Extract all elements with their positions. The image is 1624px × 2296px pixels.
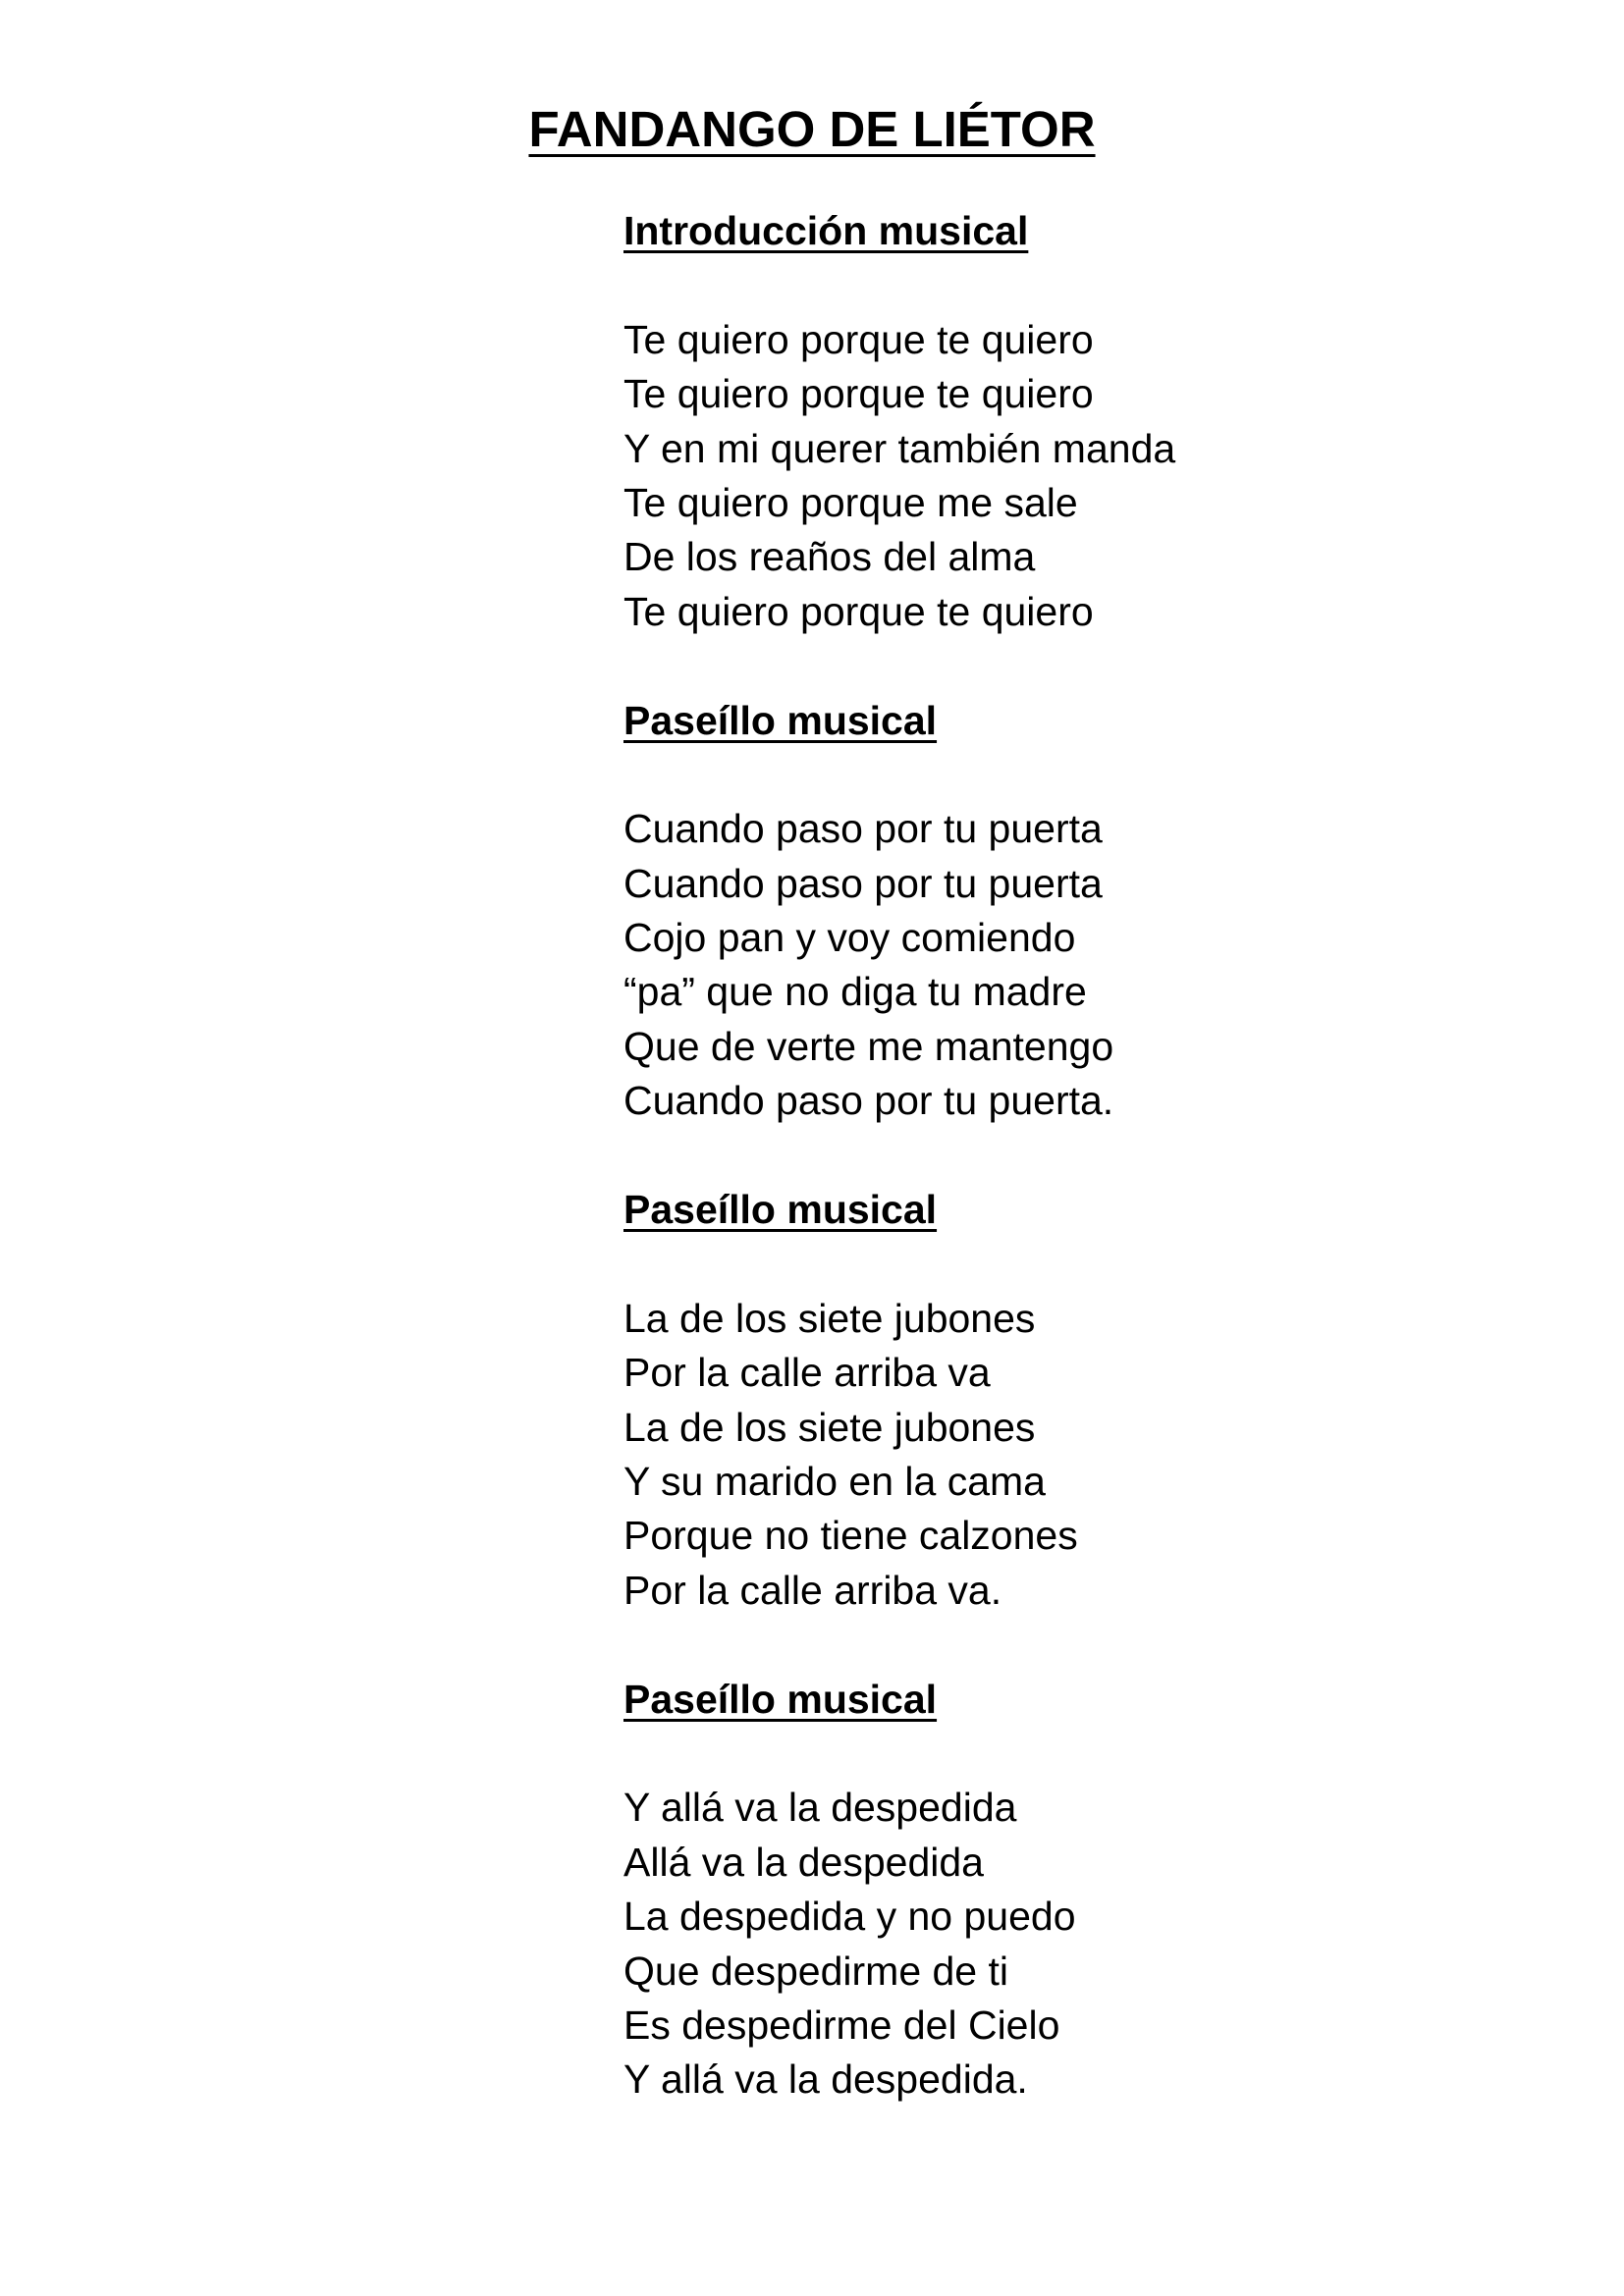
lyrics-section-2 [623,694,1566,1184]
lyric-line: Por la calle arriba va. [623,1567,1002,1613]
lyrics-section-1 [623,204,1566,694]
lyric-line: Allá va la despedida [623,1839,984,1885]
section-heading [623,204,1566,258]
lyric-line: Te quiero porque te quiero [623,316,1094,362]
blank-line [623,1129,1566,1183]
lyric-line: Por la calle arriba va [623,1350,991,1396]
lyric-line: De los reaños del alma [623,534,1036,580]
lyric-line: Cuando paso por tu puerta. [623,1078,1114,1124]
lyric-line: La de los siete jubones [623,1404,1036,1450]
section-heading-text: Paseíllo musical [623,1676,938,1722]
lyric-line: Que de verte me mantengo [623,1023,1114,1069]
stanza [623,313,1566,639]
section-heading [623,694,1566,748]
lyric-line: Que despedirme de ti [623,1948,1009,1994]
section-heading-text: Paseíllo musical [623,1187,938,1233]
lyric-line: Cojo pan y voy comiendo [623,915,1076,961]
section-heading [623,1673,1566,1727]
lyrics-section-4 [623,1673,1566,2108]
lyrics-section-3 [623,1183,1566,1673]
lyric-line: Es despedirme del Cielo [623,2002,1060,2048]
lyric-line: Y allá va la despedida. [623,2056,1028,2103]
section-heading-text: Introducción musical [623,208,1029,253]
blank-line [623,1727,1566,1781]
lyric-line: Te quiero porque te quiero [623,588,1094,634]
section-heading-text: Paseíllo musical [623,697,938,743]
blank-line [623,1618,1566,1672]
lyric-line: Y en mi querer también manda [623,425,1176,471]
lyric-line: Te quiero porque te quiero [623,371,1094,417]
lyric-line: Cuando paso por tu puerta [623,860,1103,906]
lyric-line: Y allá va la despedida [623,1785,1017,1831]
section-heading [623,1183,1566,1237]
lyric-line: Porque no tiene calzones [623,1513,1078,1559]
lyrics-body [623,204,1566,2108]
document-title [0,101,1624,158]
lyric-line: Te quiero porque me sale [623,479,1078,525]
lyric-line: La de los siete jubones [623,1295,1036,1341]
lyric-line: “pa” que no diga tu madre [623,969,1087,1015]
document-title-text: FANDANGO DE LIÉTOR [528,101,1096,157]
blank-line [623,1237,1566,1291]
stanza [623,1781,1566,2107]
blank-line [623,258,1566,312]
lyric-line: Y su marido en la cama [623,1458,1046,1504]
blank-line [623,639,1566,693]
lyric-line: Cuando paso por tu puerta [623,806,1103,852]
lyric-line: La despedida y no puedo [623,1894,1076,1940]
stanza [623,1292,1566,1618]
stanza [623,802,1566,1128]
blank-line [623,748,1566,802]
